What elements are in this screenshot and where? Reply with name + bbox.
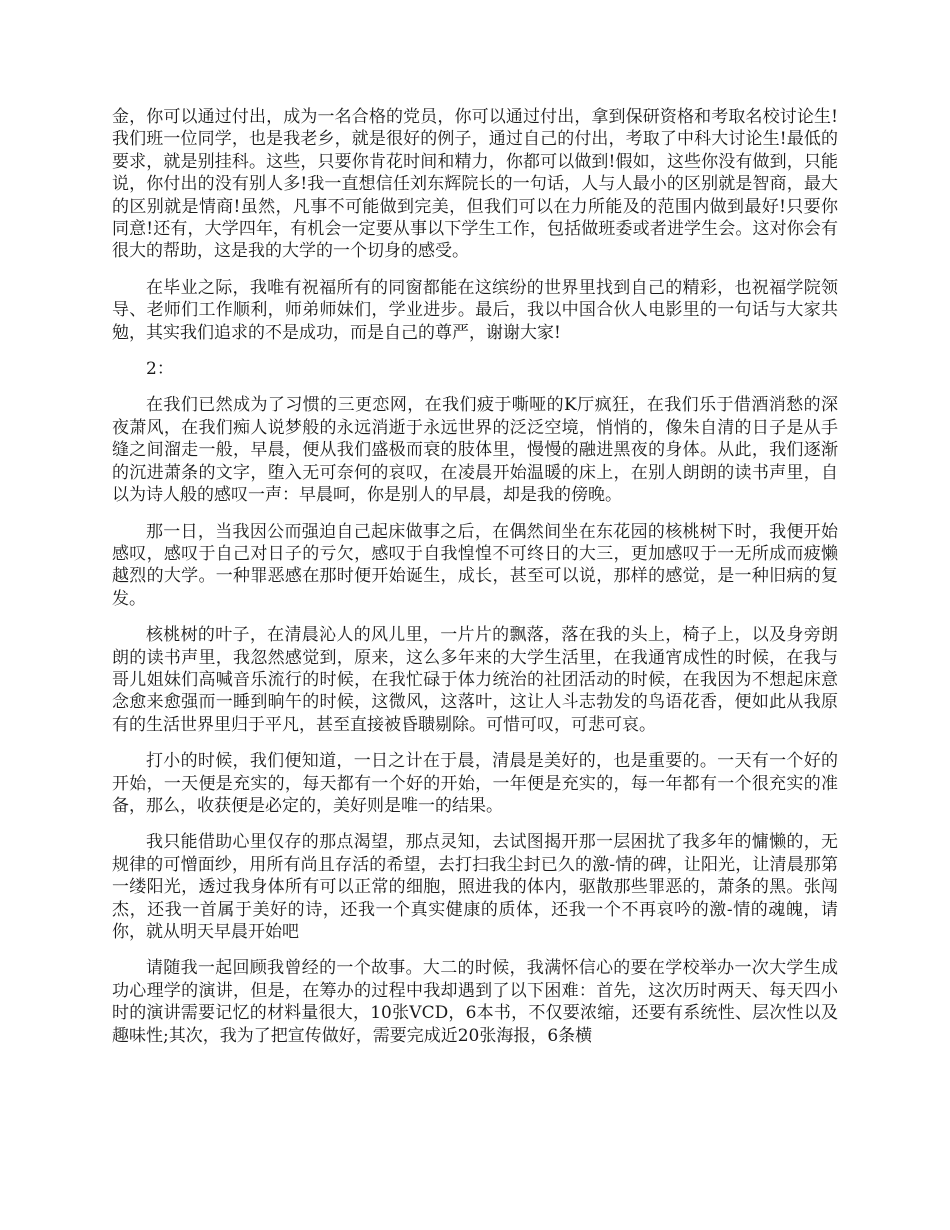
paragraph-4: 那一日，当我因公而强迫自己起床做事之后，在偶然间坐在东花园的核桃树下时，我便开始感叹，感叹于自己对日子的亏欠，感叹于自我惶惶不可终日的大三，更加感叹于一无所成而疲懒越烈的大学。一种罪恶感在那时便开始诞生，成长，甚至可以说，那样的感觉，是一种旧病的复发。	[112, 521, 838, 609]
paragraph-6: 打小的时候，我们便知道，一日之计在于晨，清晨是美好的，也是重要的。一天有一个好的开始，一天便是充实的，每天都有一个好的开始，一年便是充实的，每一年都有一个很充实的准备，那么，收获便是必定的，美好则是唯一的结果。	[112, 751, 838, 816]
section-number: 2：	[146, 359, 174, 380]
paragraph-7: 我只能借助心里仅存的那点渴望，那点灵知，去试图揭开那一层困扰了我多年的慵懒的，无规律的可憎面纱，用所有尚且存活的希望，去打扫我尘封已久的激-情的碑，让阳光，让清晨那第一缕阳光，透过我身体所有可以正常的细胞，照进我的体内，驱散那些罪恶的，萧条的黑。张闯杰，还我一首属于美好的诗，还我一个真实健康的质体，还我一个不再哀吟的激-情的魂魄，请你，就从明天早晨开始吧	[112, 832, 838, 942]
paragraph-8: 请随我一起回顾我曾经的一个故事。大二的时候，我满怀信心的要在学校举办一次大学生成功心理学的演讲，但是，在筹办的过程中我却遇到了以下困难：首先，这次历时两天、每天四小时的演讲需要记忆的材料量很大，10张VCD，6本书，不仅要浓缩，还要有系统性、层次性以及趣味性;其次，我为了把宣传做好，需要完成近20张海报，6条横	[112, 958, 838, 1046]
paragraph-3: 在我们已然成为了习惯的三更恋网，在我们疲于嘶哑的K厅疯狂，在我们乐于借酒消愁的深夜萧风，在我们痴人说梦般的永远消逝于永远世界的泛泛空境，悄悄的，像朱自清的日子是从手缝之间溜走一般，早晨，便从我们盛极而衰的肢体里，慢慢的融进黑夜的身体。从此，我们逐渐的沉进萧条的文字，堕入无可奈何的哀叹，在凌晨开始温暖的床上，在别人朗朗的读书声里，自以为诗人般的感叹一声：早晨呵，你是别人的早晨，却是我的傍晚。	[112, 395, 838, 506]
paragraph-5: 核桃树的叶子，在清晨沁人的风儿里，一片片的飘落，落在我的头上，椅子上，以及身旁朗朗的读书声里，我忽然感觉到，原来，这么多年来的大学生活里，在我通宵成性的时候，在我与哥儿姐妹们高喊音乐流行的时候，在我忙碌于体力统治的社团活动的时候，在我因为不想起床意念愈来愈强而一睡到晌午的时候，这微风，这落叶，这让人斗志勃发的鸟语花香，便如此从我原有的生活世界里归于平凡，甚至直接被昏聩剔除。可惜可叹，可悲可哀。	[112, 625, 838, 735]
paragraph-1: 金，你可以通过付出，成为一名合格的党员，你可以通过付出，拿到保研资格和考取名校讨论生!我们班一位同学，也是我老乡，就是很好的例子，通过自己的付出，考取了中科大讨论生!最低的要求，就是别挂科。这些，只要你肯花时间和精力，你都可以做到!假如，这些你没有做到，只能说，你付出的没有别人多!我一直想信任刘东辉院长的一句话，人与人最小的区别就是智商，最大的区别就是情商!虽然，凡事不可能做到完美，但我们可以在力所能及的范围内做到最好!只要你同意!还有，大学四年，有机会一定要从事以下学生工作，包括做班委或者进学生会。这对你会有很大的帮助，这是我的大学的一个切身的感受。	[112, 107, 838, 262]
paragraph-2: 在毕业之际，我唯有祝福所有的同窗都能在这缤纷的世界里找到自己的精彩，也祝福学院领导、老师们工作顺利，师弟师妹们，学业进步。最后，我以中国合伙人电影里的一句话与大家共勉，其实我们追求的不是成功，而是自己的尊严，谢谢大家!	[112, 277, 838, 343]
document-page	[112, 106, 838, 1061]
